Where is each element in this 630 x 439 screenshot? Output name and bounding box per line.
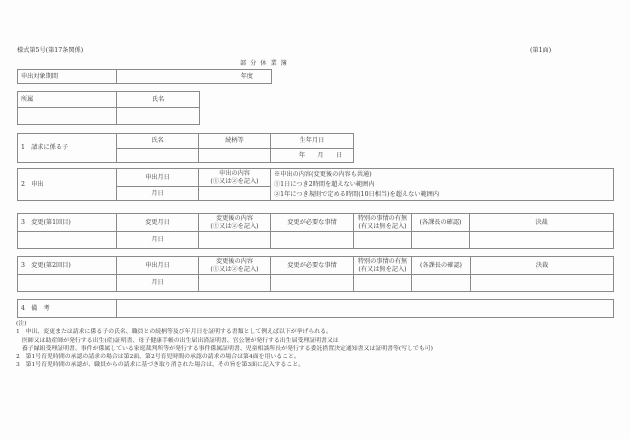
period-table (17, 69, 272, 84)
request-date-header: 申出月日 (117, 169, 199, 187)
change1-date-field[interactable]: 月日 (117, 232, 199, 249)
change1-special-header-line1: 特別の事情の有無 (357, 215, 408, 222)
change2-content-field[interactable] (199, 275, 271, 292)
change2-special-header-line2: (有又は無を記入) (358, 265, 407, 273)
page-label: (第1面) (530, 47, 552, 54)
department-table (17, 91, 200, 125)
child-section-label: 1 請求に係る子 (18, 134, 117, 163)
request-section-label: 2 申出 (18, 169, 117, 201)
change2-reason-header: 変更が必要な事情 (271, 257, 354, 275)
note-line-3: 養子縁組受理証明書、事件が係属している家庭裁判所等が発行する事件係属証明書、児童相談所長が発行する委託措置決定通知書又は証明書等(写しでも可) (16, 345, 433, 352)
change2-approval-field[interactable] (471, 275, 614, 292)
change1-content-header (199, 214, 271, 232)
request-content-header (199, 169, 271, 187)
change1-special-header-line2: (有又は無を記入) (358, 222, 407, 230)
change1-reason-field[interactable] (271, 232, 354, 249)
request-note-cell (271, 169, 614, 201)
change1-chief-header: (各課長の確認) (412, 214, 470, 232)
change1-reason-header: 変更が必要な事情 (271, 214, 354, 232)
child-relation-field[interactable] (199, 149, 271, 163)
department-field[interactable] (18, 108, 117, 125)
period-label: 申出対象期間 (18, 70, 117, 84)
note-line-5: 3 第1号育児時間の承認が、職員からの請求に基づき取り消された場合は、その旨を第3面に記入すること。 (16, 362, 305, 369)
change1-chief-field[interactable] (412, 232, 470, 249)
request-content-header-line1: 申出の内容 (219, 170, 250, 177)
child-relation-header: 続柄等 (199, 134, 271, 149)
remarks-label: 4 備 考 (18, 300, 117, 318)
period-value-field[interactable] (117, 70, 272, 84)
change2-section-label: 3 変更(第2回目) (18, 257, 117, 275)
remarks-table (17, 299, 614, 318)
request-content-field[interactable] (199, 187, 271, 201)
change1-date-header: 変更月日 (117, 214, 199, 232)
change2-special-field[interactable] (354, 275, 412, 292)
change2-reason-field[interactable] (271, 275, 354, 292)
request-note-line3: ②1年につき規則で定める時間(10日相当)を超えない範囲内 (274, 190, 440, 198)
notes-heading: (注) (16, 321, 27, 327)
change2-special-header-line1: 特別の事情の有無 (357, 258, 408, 265)
change1-approval-header: 決裁 (470, 214, 614, 232)
change1-approval-field[interactable] (470, 232, 614, 249)
change1-special-field[interactable] (354, 232, 412, 249)
change1-table (17, 213, 614, 249)
note-line-1: 1 申出、変更または請求に係る子の氏名、職員との続柄等及び年月日を証明する書類として例えば以下が挙げられる。 (16, 329, 332, 336)
change1-content-header-line2: (①又は②を記入) (210, 222, 259, 230)
request-date-field[interactable]: 月日 (117, 187, 199, 201)
request-note-line1: ※申出の内容(変更後の内容も共通) (274, 170, 372, 178)
change2-blank-cell (18, 275, 117, 292)
request-table (17, 168, 614, 201)
child-name-header: 氏名 (117, 134, 199, 149)
change2-approval-header: 決裁 (471, 257, 614, 275)
remarks-field[interactable] (117, 300, 614, 318)
note-line-4: 2 第1号育児時間の承認の請求の場合は第2面、第2号育児時間の承認の請求の場合は第4面を用いること。 (16, 354, 300, 361)
change2-special-header (354, 257, 412, 275)
period-year-suffix: 年度 (240, 72, 253, 80)
form-number: 様式第5号(第17条関係) (17, 47, 84, 54)
child-name-field[interactable] (117, 149, 199, 163)
change1-content-header-line1: 変更後の内容 (215, 215, 254, 222)
name-label: 氏名 (117, 92, 200, 108)
change2-content-header-line2: (①又は②を記入) (210, 265, 259, 273)
change1-content-field[interactable] (199, 232, 271, 249)
change1-section-label: 3 変更(第1回目) (18, 214, 117, 232)
change1-blank-cell (18, 232, 117, 249)
name-field[interactable] (117, 108, 200, 125)
change1-special-header (354, 214, 412, 232)
change2-chief-field[interactable] (412, 275, 471, 292)
note-line-2: 医師又は助産師が発行する出生(産)証明書、母子健康手帳の出生届出済証明書、官公署が発行する出生届受理証明書又は (16, 337, 339, 344)
department-label: 所属 (18, 92, 117, 108)
request-content-header-line2: (①又は②を記入) (210, 177, 259, 185)
change2-date-field[interactable]: 月日 (117, 275, 199, 292)
child-table (17, 133, 354, 163)
change2-content-header-line1: 変更後の内容 (215, 258, 254, 265)
change2-date-header: 申出月日 (117, 257, 199, 275)
document-title: 部 分 休 業 簿 (240, 60, 288, 67)
change2-content-header (199, 257, 271, 275)
child-birthdate-field[interactable]: 年 月 日 (271, 149, 354, 163)
child-birthdate-header: 生年月日 (271, 134, 354, 149)
notes-section (16, 320, 433, 370)
change2-table (17, 256, 614, 292)
request-note-line2: ①1日につき2時間を超えない範囲内 (274, 180, 375, 188)
change2-chief-header: (各課長の確認) (412, 257, 471, 275)
